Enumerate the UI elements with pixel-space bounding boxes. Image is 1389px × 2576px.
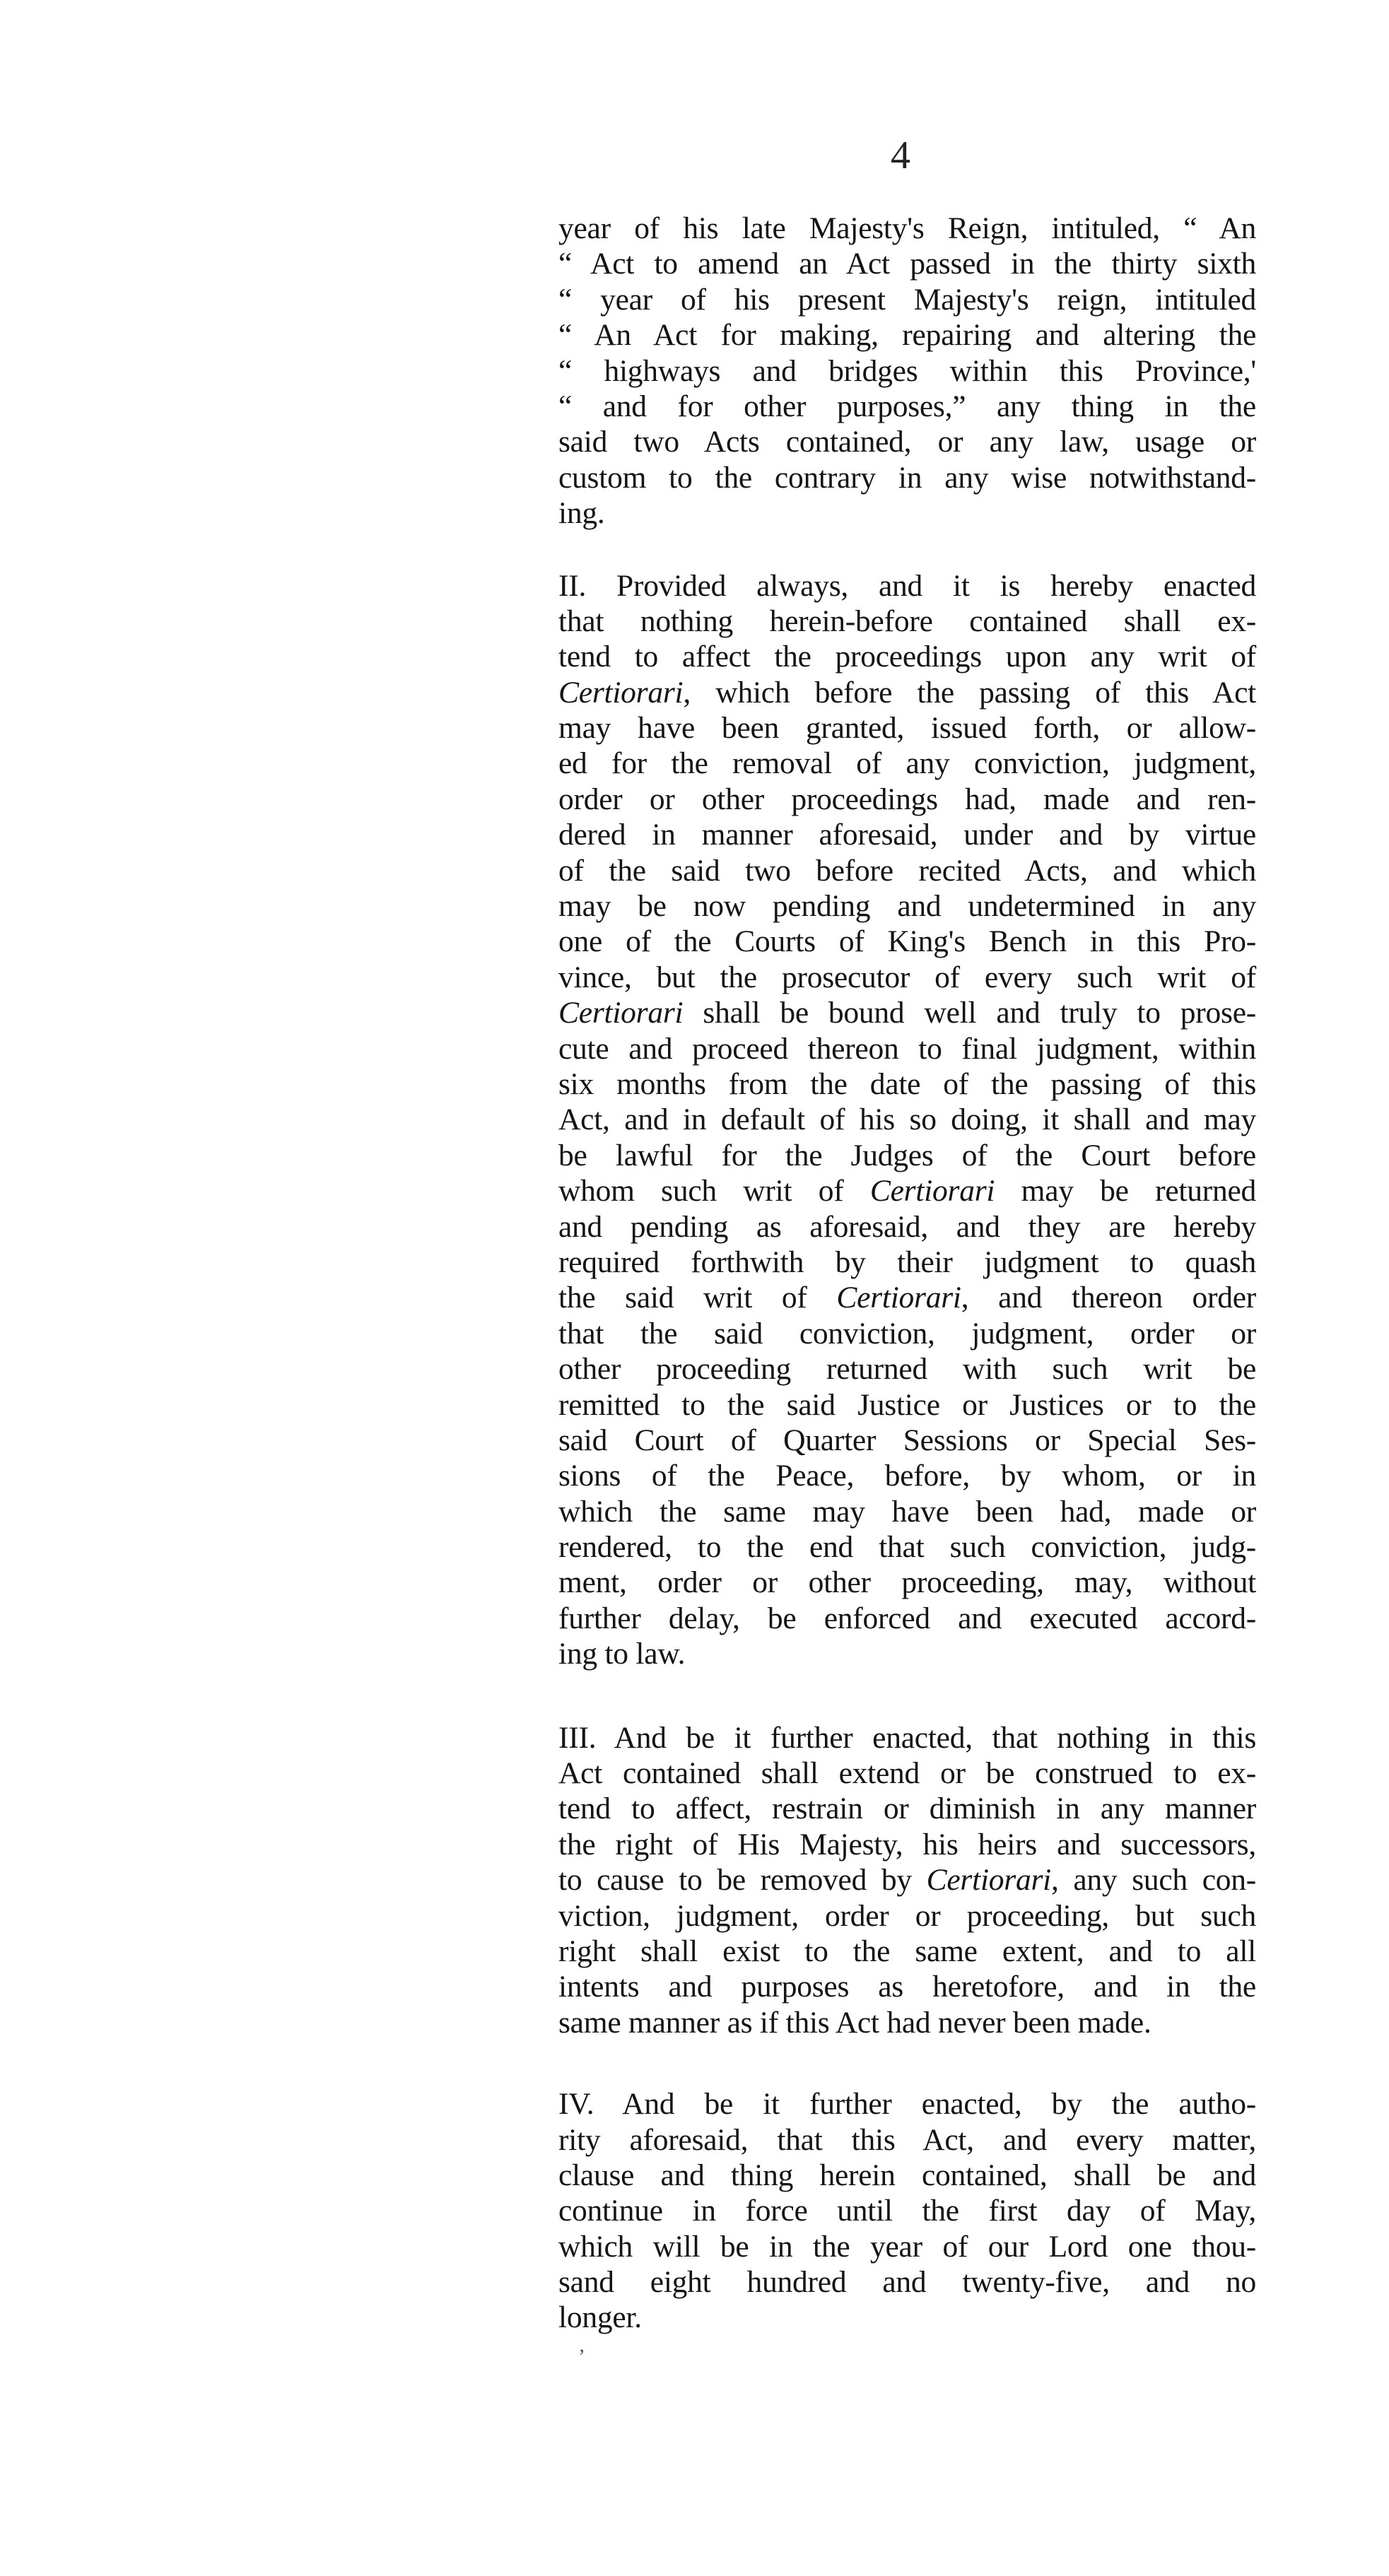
text-line: that nothing herein-before contained shall ex-	[558, 604, 1256, 638]
text-line: IV. And be it further enacted, by the autho-	[558, 2087, 1256, 2122]
text-line: required forthwith by their judgment to quash	[558, 1245, 1256, 1279]
text-line: longer.	[558, 2300, 642, 2335]
text-line: rendered, to the end that such conviction, judg-	[558, 1530, 1256, 1565]
text-line: the right of His Majesty, his heirs and successors,	[558, 1827, 1256, 1862]
text-line: ment, order or other proceeding, may, without	[558, 1565, 1256, 1600]
text-line: six months from the date of the passing of this	[558, 1066, 1256, 1101]
text-line: continue in force until the first day of May,	[558, 2194, 1256, 2228]
text-line: that the said conviction, judgment, order or	[558, 1316, 1256, 1351]
italic-term: Certiorari	[869, 1174, 995, 1208]
text-line: sions of the Peace, before, by whom, or in	[558, 1459, 1256, 1493]
text-line: the said writ of Certiorari, and thereon order	[558, 1281, 1256, 1315]
text-line: be lawful for the Judges of the Court before	[558, 1138, 1256, 1172]
text-line: of the said two before recited Acts, and which	[558, 853, 1256, 888]
text-line: viction, judgment, order or proceeding, but such	[558, 1898, 1256, 1933]
text-line: may be now pending and undetermined in any	[558, 889, 1256, 924]
italic-term: Certiorari	[836, 1281, 961, 1315]
paragraph-section-ii	[558, 568, 1256, 1672]
text-line: custom to the contrary in any wise notwithstand-	[558, 460, 1256, 495]
text-line: ing.	[558, 496, 605, 531]
text-line: right shall exist to the same extent, and to all	[558, 1934, 1256, 1968]
text-line: further delay, be enforced and executed accord-	[558, 1601, 1256, 1635]
text-line: said two Acts contained, or any law, usage or	[558, 425, 1256, 459]
text-line: “ and for other purposes,” any thing in the	[558, 389, 1256, 423]
italic-term: Certiorari	[558, 675, 684, 710]
text-line: “ highways and bridges within this Province,'	[558, 353, 1256, 388]
text-line: tend to affect the proceedings upon any writ of	[558, 640, 1256, 674]
text-line: intents and purposes as heretofore, and in the	[558, 1970, 1256, 2004]
paragraph-section-iv	[558, 2086, 1256, 2336]
text-line: ed for the removal of any conviction, judgment,	[558, 746, 1256, 781]
paragraph-continuation	[558, 211, 1256, 531]
text-line: whom such writ of Certiorari may be returned	[558, 1174, 1256, 1208]
italic-term: Certiorari	[558, 996, 684, 1030]
text-line: Act, and in default of his so doing, it shall and may	[558, 1102, 1256, 1137]
text-column	[558, 211, 1256, 2336]
text-line: remitted to the said Justice or Justices or to the	[558, 1387, 1256, 1422]
text-line: to cause to be removed by Certiorari, any such con-	[558, 1863, 1256, 1898]
text-line: sand eight hundred and twenty-five, and no	[558, 2265, 1256, 2300]
text-line: said Court of Quarter Sessions or Special Ses-	[558, 1423, 1256, 1457]
text-line: “ Act to amend an Act passed in the thirty sixth	[558, 247, 1256, 281]
text-line: Act contained shall extend or be construed to ex-	[558, 1756, 1256, 1791]
scan-artifact-mark: ’	[578, 2345, 585, 2368]
text-line: other proceeding returned with such writ be	[558, 1352, 1256, 1387]
text-line: vince, but the prosecutor of every such writ of	[558, 960, 1256, 994]
italic-term: Certiorari	[926, 1863, 1051, 1898]
text-line: may have been granted, issued forth, or allow-	[558, 711, 1256, 746]
text-line: “ An Act for making, repairing and altering the	[558, 318, 1256, 353]
text-line: III. And be it further enacted, that nothing in this	[558, 1720, 1256, 1755]
text-line: year of his late Majesty's Reign, intituled, “ An	[558, 211, 1256, 245]
text-line: II. Provided always, and it is hereby enacted	[558, 568, 1256, 603]
text-line: one of the Courts of King's Bench in this Pro-	[558, 924, 1256, 959]
text-line: tend to affect, restrain or diminish in any manner	[558, 1792, 1256, 1826]
text-line: cute and proceed thereon to final judgment, within	[558, 1031, 1256, 1066]
page-number: 4	[891, 134, 910, 177]
text-line: Certiorari, which before the passing of this Act	[558, 675, 1256, 710]
text-line: order or other proceedings had, made and ren-	[558, 782, 1256, 816]
text-line: and pending as aforesaid, and they are hereby	[558, 1209, 1256, 1244]
text-line: dered in manner aforesaid, under and by virtue	[558, 818, 1256, 852]
text-line: which will be in the year of our Lord one thou-	[558, 2229, 1256, 2264]
text-line: Certiorari shall be bound well and truly to prose-	[558, 996, 1256, 1030]
text-line: rity aforesaid, that this Act, and every matter,	[558, 2122, 1256, 2157]
text-line: “ year of his present Majesty's reign, intituled	[558, 282, 1256, 317]
paragraph-section-iii	[558, 1720, 1256, 2041]
text-line: same manner as if this Act had never been made.	[558, 2005, 1151, 2040]
text-line: which the same may have been had, made or	[558, 1494, 1256, 1529]
text-line: ing to law.	[558, 1637, 686, 1671]
text-line: clause and thing herein contained, shall be and	[558, 2158, 1256, 2192]
